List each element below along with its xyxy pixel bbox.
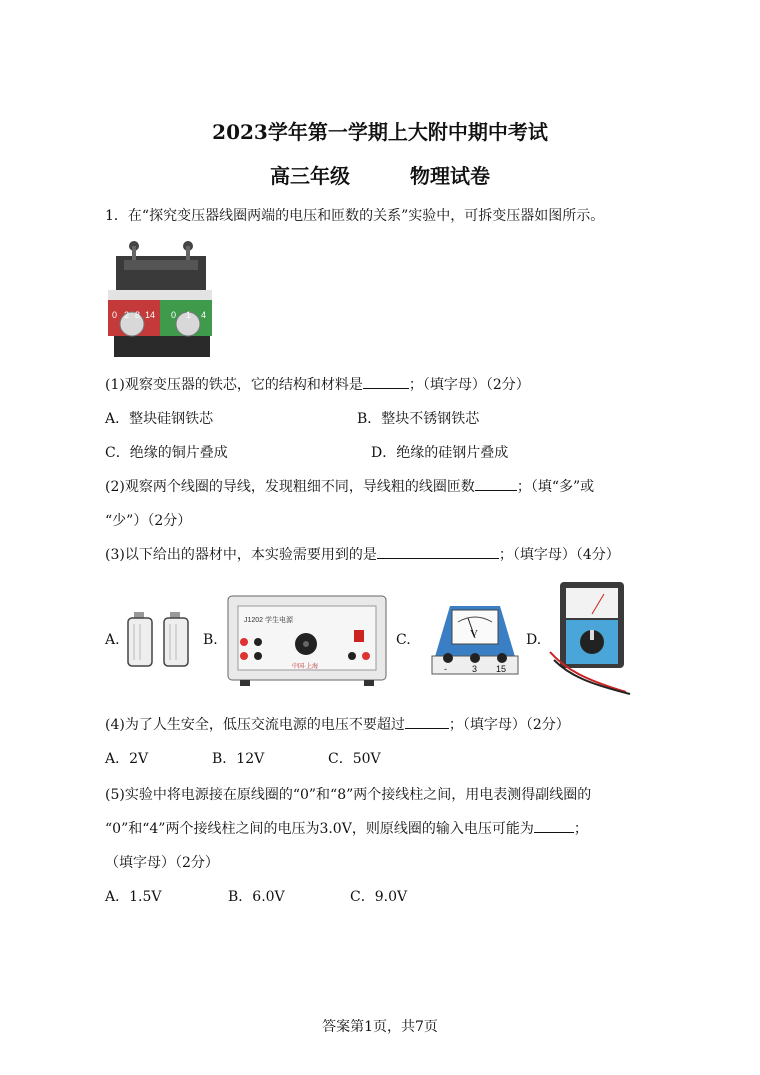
multimeter-image xyxy=(546,580,632,696)
coil-label-red-14: 14 xyxy=(145,310,156,320)
q1-part4-option-c: C．50V xyxy=(328,751,381,767)
coil-label-green-0: 0 xyxy=(171,310,177,320)
page-footer: 答案第1页，共7页 xyxy=(322,1019,438,1035)
power-supply-brand: 中国·上海 xyxy=(292,664,318,670)
q1-part4-option-a: A．2V xyxy=(105,751,149,767)
voltmeter-terminal-3: 3 xyxy=(472,664,478,674)
exam-title: 2023学年第一学期上大附中期中考试 xyxy=(212,120,548,144)
q1-part1 xyxy=(105,374,530,394)
voltmeter-image xyxy=(430,600,520,678)
q1-part3-text-end: ；（填字母）（4分） xyxy=(498,547,620,563)
power-supply-image xyxy=(224,592,390,690)
q1-part5-text: “0”和“4”两个接线柱之间的电压为3.0V，则原线圈的输入电压可能为 xyxy=(105,821,534,837)
q1-part3 xyxy=(105,544,620,564)
equipment-label-c: C. xyxy=(396,632,411,648)
q1-part5-option-c: C．9.0V xyxy=(350,889,408,905)
equipment-label-a: A. xyxy=(105,632,120,648)
equipment-label-d: D. xyxy=(526,632,542,648)
voltmeter-terminal-neg: - xyxy=(444,664,447,674)
coil-label-red-8: 8 xyxy=(135,310,141,320)
subject-label: 物理试卷 xyxy=(410,164,490,188)
coil-label-red-0: 0 xyxy=(112,310,118,320)
voltmeter-terminal-15: 15 xyxy=(496,664,507,674)
q1-part5-option-b: B．6.0V xyxy=(228,889,285,905)
q1-part4-text: (4)为了人生安全，低压交流电源的电压不要超过 xyxy=(105,717,405,733)
q1-part5-line3: （填字母）（2分） xyxy=(105,855,219,871)
q1-part4-option-b: B．12V xyxy=(212,751,265,767)
grade-label: 高三年级 xyxy=(270,164,350,188)
answer-blank xyxy=(475,476,517,491)
q1-part5-option-a: A．1.5V xyxy=(105,889,162,905)
q1-stem: 1．在“探究变压器线圈两端的电压和匝数的关系”实验中，可拆变压器如图所示。 xyxy=(105,208,605,224)
q1-part1-option-c: C．绝缘的铜片叠成 xyxy=(105,445,228,461)
q1-part5-line1: (5)实验中将电源接在原线圈的“0”和“8”两个接线柱之间，用电表测得副线圈的 xyxy=(105,787,592,803)
answer-blank xyxy=(534,818,574,833)
q1-part1-option-b: B．整块不锈钢铁芯 xyxy=(357,411,480,427)
q1-part5-text-end: ； xyxy=(573,821,588,837)
voltmeter-letter: V xyxy=(470,628,478,640)
coil-label-green-4: 4 xyxy=(201,310,207,320)
coil-label-green-1: 1 xyxy=(186,310,192,320)
q1-part5-line2 xyxy=(105,818,588,838)
q1-part1-text-end: ；（填字母）（2分） xyxy=(408,377,530,393)
answer-blank xyxy=(405,714,449,729)
q1-part1-text: (1)观察变压器的铁芯，它的结构和材料是 xyxy=(105,377,363,393)
answer-blank xyxy=(363,374,409,389)
q1-part1-option-a: A．整块硅钢铁芯 xyxy=(105,411,214,427)
q1-part2-text: (2)观察两个线圈的导线，发现粗细不同，导线粗的线圈匝数 xyxy=(105,479,475,495)
transformer-image xyxy=(104,238,218,360)
q1-part3-text: (3)以下给出的器材中，本实验需要用到的是 xyxy=(105,547,377,563)
exam-subtitle xyxy=(0,160,760,189)
batteries-image xyxy=(126,610,198,670)
q1-part1-option-d: D．绝缘的硅钢片叠成 xyxy=(371,445,509,461)
coil-label-red-2: 2 xyxy=(124,310,130,320)
q1-part4-text-end: ；（填字母）（2分） xyxy=(448,717,570,733)
q1-part2-cont: “少”）（2分） xyxy=(105,513,192,529)
q1-part2 xyxy=(105,476,594,496)
equipment-label-b: B. xyxy=(203,632,218,648)
q1-part4 xyxy=(105,714,570,734)
power-supply-label: J1202 学生电源 xyxy=(244,617,294,624)
q1-part2-text-end: ；（填“多”或 xyxy=(516,479,595,495)
answer-blank xyxy=(377,544,499,559)
